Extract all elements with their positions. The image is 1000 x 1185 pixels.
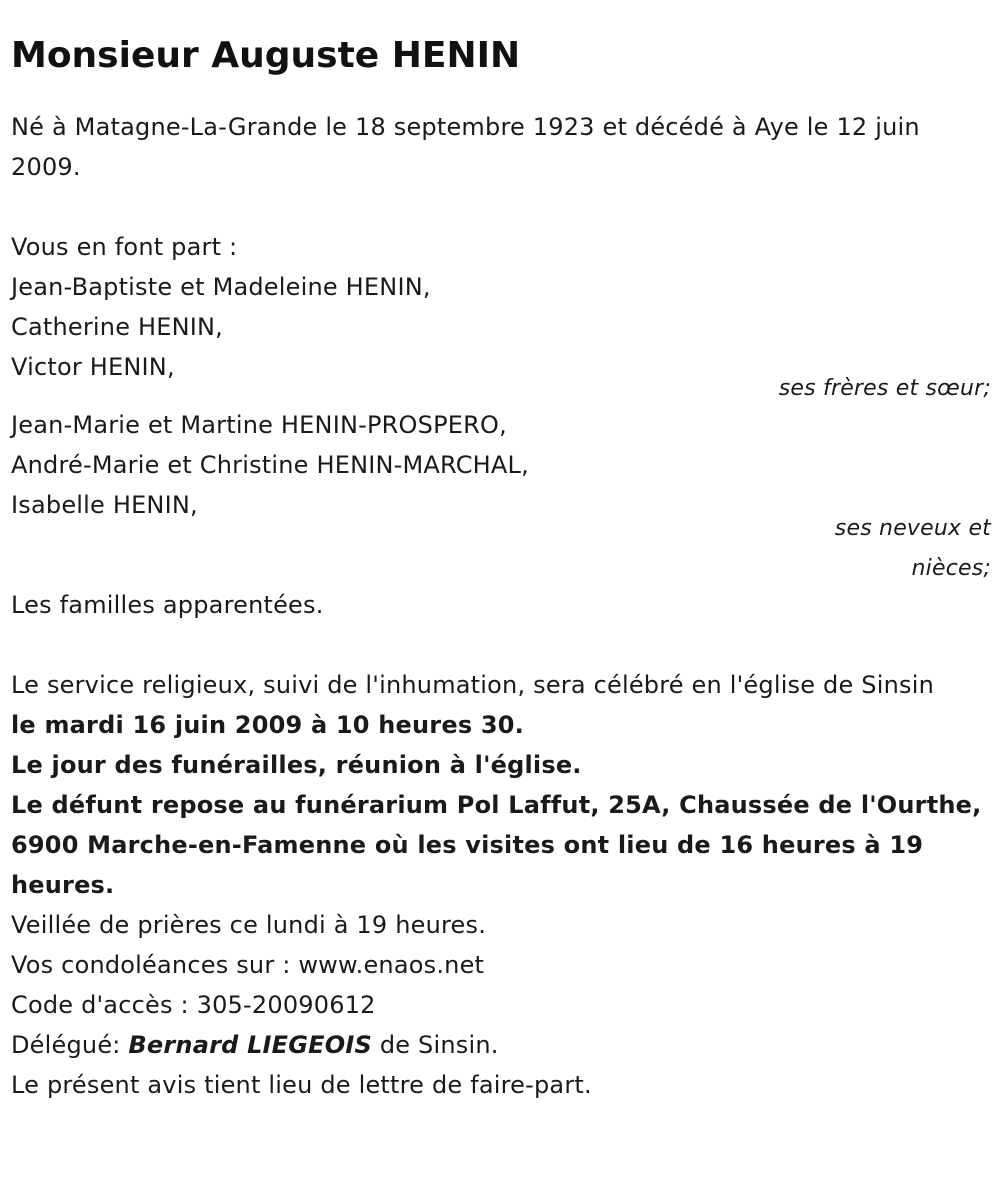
spacer <box>11 625 991 665</box>
siblings-note: ses frères et sœur; <box>778 376 991 401</box>
birth-death-text: Né à Matagne-La-Grande le 18 septembre 1923 et décédé à Aye le 12 juin 2009. <box>11 113 920 181</box>
notice-body <box>11 107 991 1105</box>
funeral-home-text: Le défunt repose au funérarium Pol Laffut, 25A, Chaussée de l'Ourthe, 6900 Marche-en-Famenne où les visites ont lieu de 16 heures à 19 heures. <box>11 791 982 899</box>
access-code-text: Code d'accès : 305-20090612 <box>11 991 376 1019</box>
sibling-item: Jean-Baptiste et Madeleine HENIN, <box>11 273 431 301</box>
delegate-label: Délégué: <box>11 1031 129 1059</box>
nephew-item: Isabelle HENIN, <box>11 491 198 519</box>
service-text: Le service religieux, suivi de l'inhumation, sera célébré en l'église de Sinsin <box>11 671 934 699</box>
nephew-item: Jean-Marie et Martine HENIN-PROSPERO, <box>11 411 507 439</box>
vigil-text: Veillée de prières ce lundi à 19 heures. <box>11 911 487 939</box>
closing-text: Le présent avis tient lieu de lettre de faire-part. <box>11 1071 592 1099</box>
nephews-note-line: ses neveux et <box>834 516 991 541</box>
delegate-name: Bernard LIEGEOIS <box>128 1031 372 1059</box>
page-title: Monsieur Auguste HENIN <box>11 35 521 76</box>
sibling-item: Catherine HENIN, <box>11 313 224 341</box>
condolences-text: Vos condoléances sur : www.enaos.net <box>11 951 485 979</box>
announce-label: Vous en font part : <box>11 233 238 261</box>
delegate-suffix: de Sinsin. <box>372 1031 499 1059</box>
obituary-notice <box>11 30 991 1105</box>
nephews-note-line: nièces; <box>911 556 991 581</box>
service-date: le mardi 16 juin 2009 à 10 heures 30. <box>11 711 524 739</box>
sibling-item: Victor HENIN, <box>11 353 175 381</box>
delegate-line <box>11 1025 991 1065</box>
spacer <box>11 187 991 227</box>
families-text: Les familles apparentées. <box>11 591 324 619</box>
nephew-item: André-Marie et Christine HENIN-MARCHAL, <box>11 451 529 479</box>
meeting-text: Le jour des funérailles, réunion à l'église. <box>11 751 582 779</box>
